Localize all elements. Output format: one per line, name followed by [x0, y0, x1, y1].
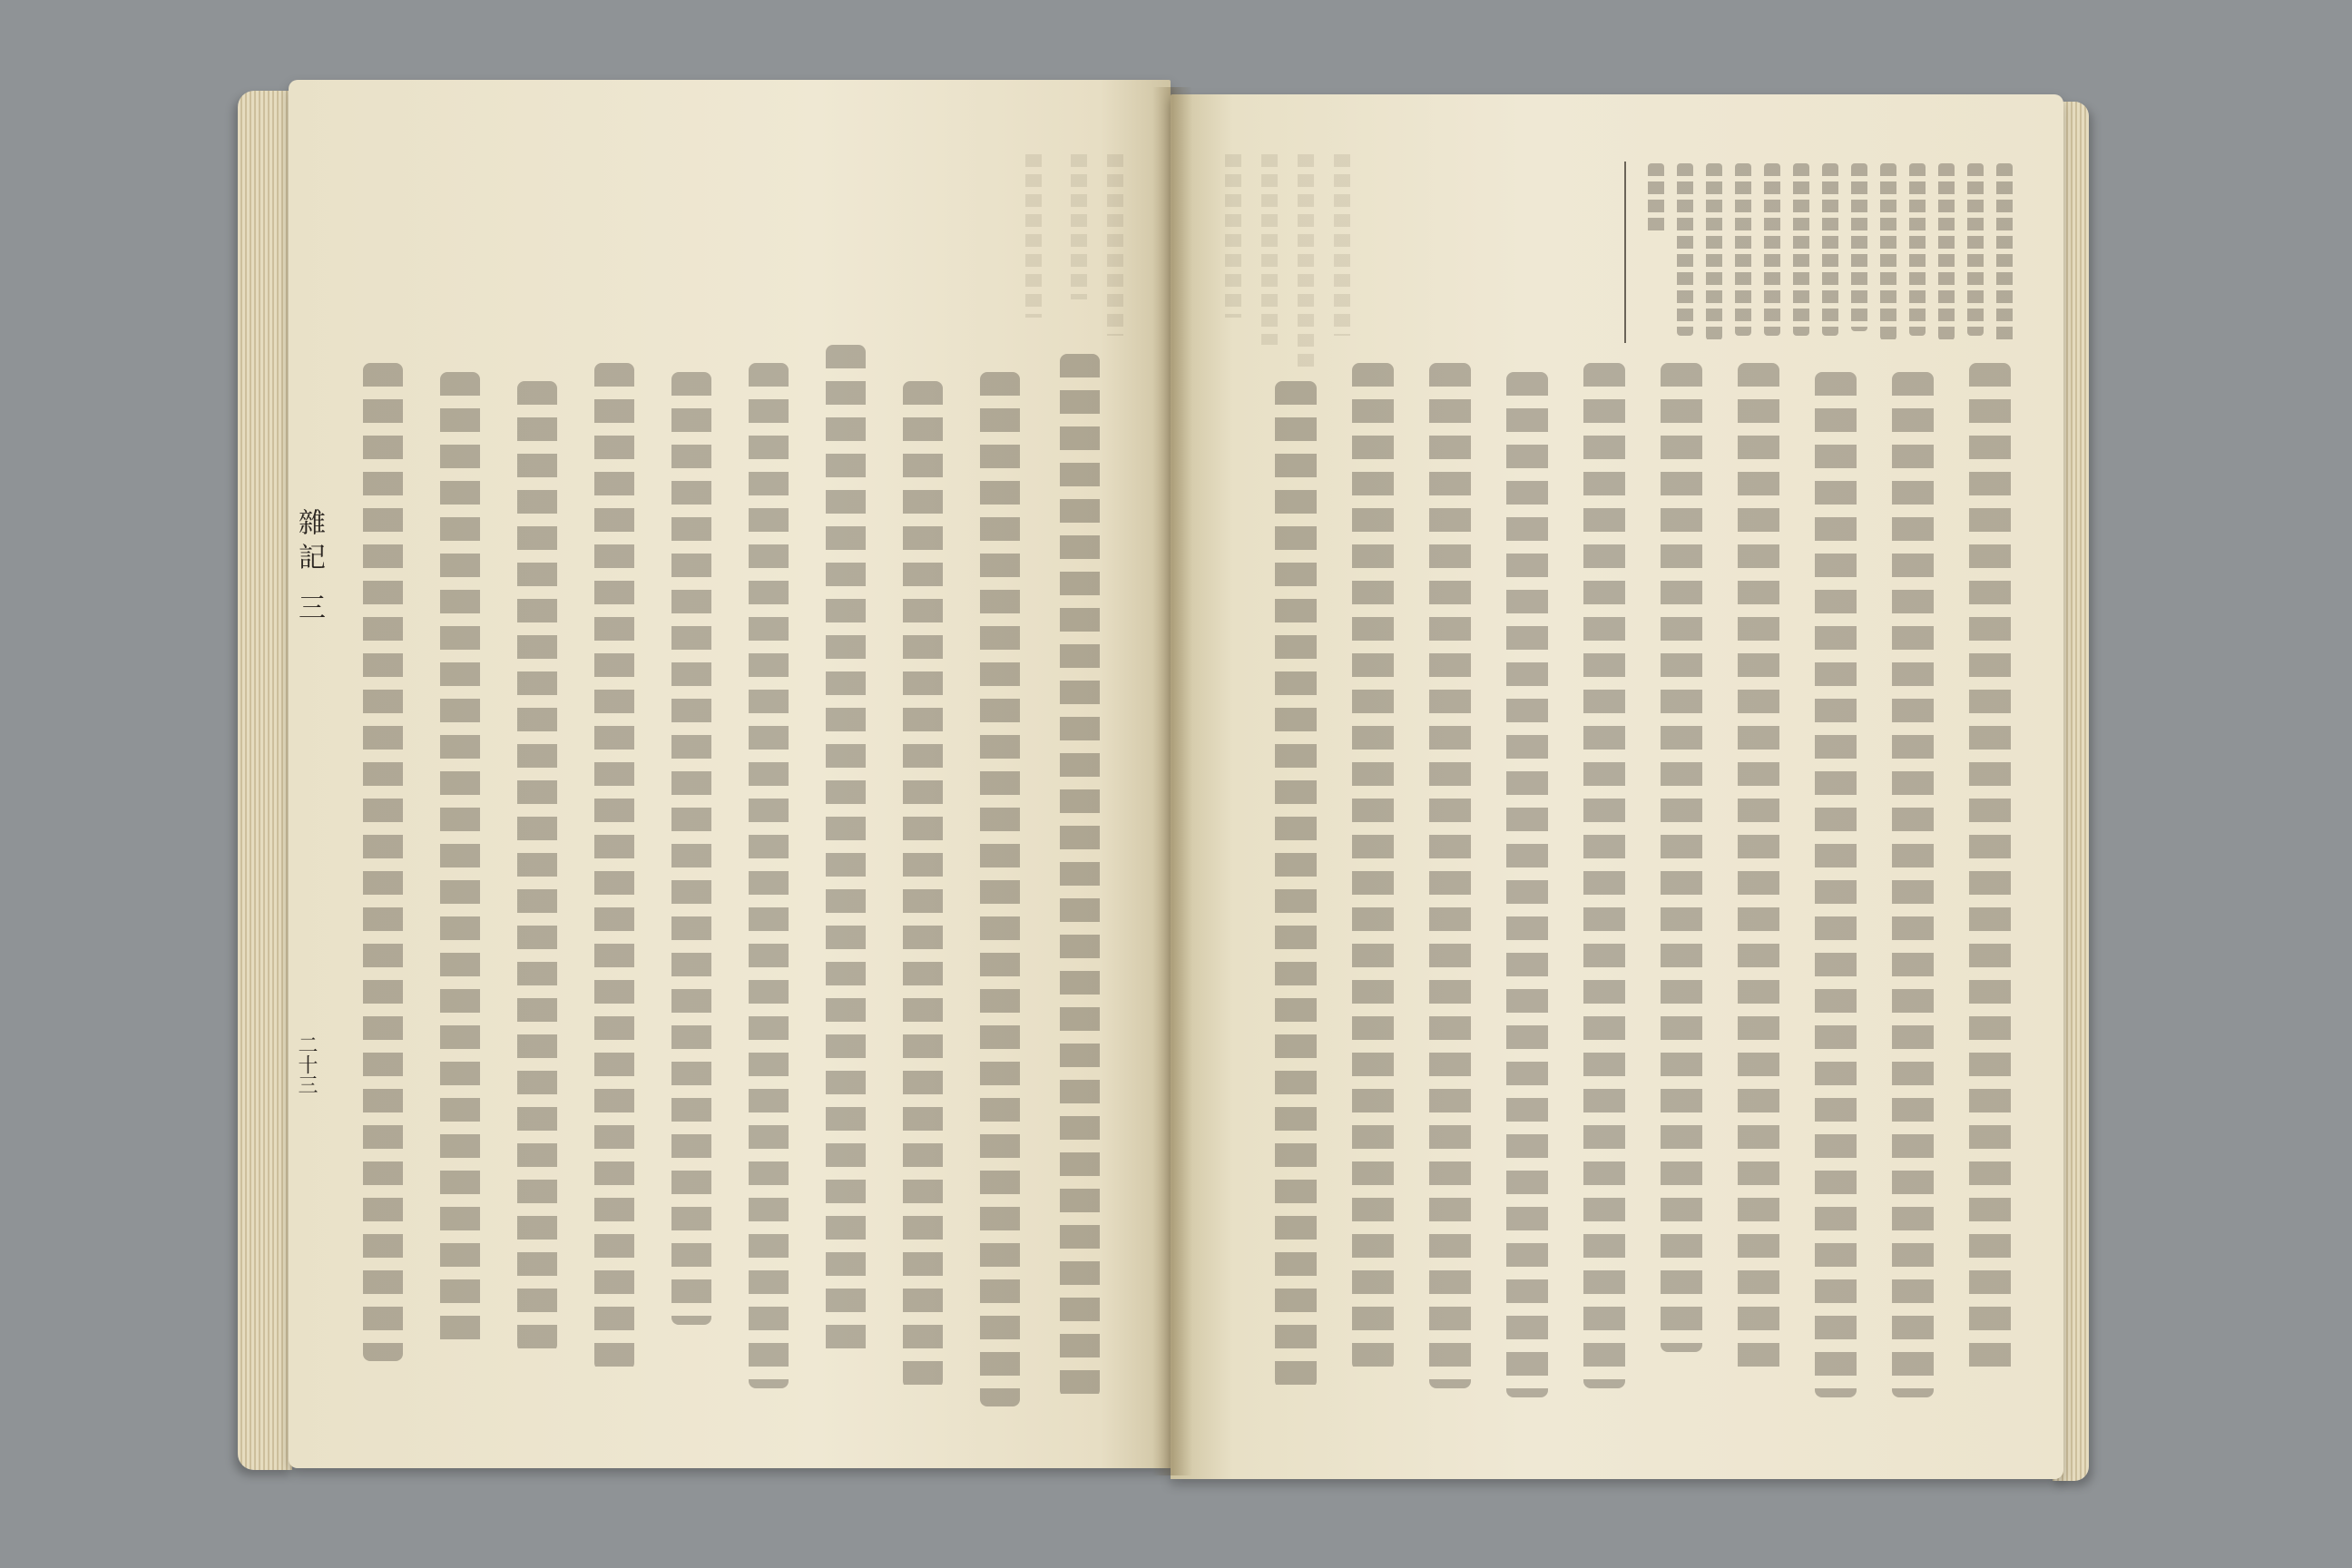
running-title: 雜記 三: [293, 508, 325, 628]
headnote-column: [1996, 163, 2013, 345]
text-column: [517, 381, 557, 1352]
bleed-through-text: [1334, 154, 1350, 336]
text-column: [826, 345, 866, 1361]
page-number: 二十三: [295, 1034, 318, 1094]
text-column: [749, 363, 789, 1388]
book-gutter: [1152, 87, 1192, 1475]
text-column: [1275, 381, 1317, 1388]
text-column: [1892, 372, 1934, 1397]
bleed-through-text: [1107, 154, 1123, 336]
text-column: [363, 363, 403, 1361]
headnote-column: [1851, 163, 1867, 331]
text-column: [1429, 363, 1471, 1388]
text-column: [1352, 363, 1394, 1370]
headnote-column: [1822, 163, 1838, 336]
text-column: [594, 363, 634, 1370]
text-column: [1738, 363, 1779, 1379]
headnote-column: [1735, 163, 1751, 336]
text-column: [903, 381, 943, 1388]
text-column: [1661, 363, 1702, 1352]
headnote-border: [1624, 162, 1626, 343]
headnote-column: [1938, 163, 1955, 340]
bleed-through-text: [1261, 154, 1278, 345]
headnote-column: [1793, 163, 1809, 336]
text-column: [1583, 363, 1625, 1388]
bleed-through-text: [1225, 154, 1241, 318]
text-column: [1060, 354, 1100, 1397]
text-column: [440, 372, 480, 1352]
text-column: [980, 372, 1020, 1406]
text-column: [671, 372, 711, 1325]
headnote-column: [1764, 163, 1780, 336]
headnote-column: [1967, 163, 1984, 336]
headnote-column: [1706, 163, 1722, 340]
text-column: [1815, 372, 1857, 1397]
bleed-through-text: [1025, 154, 1042, 318]
headnote-column: [1677, 163, 1693, 336]
bleed-through-text: [1298, 154, 1314, 372]
headnote-column: [1909, 163, 1926, 336]
bleed-through-text: [1071, 154, 1087, 299]
headnote-column: [1648, 163, 1664, 236]
headnote-column: [1880, 163, 1896, 340]
text-column: [1506, 372, 1548, 1397]
page-edges-left: [238, 91, 292, 1470]
text-column: [1969, 363, 2011, 1379]
